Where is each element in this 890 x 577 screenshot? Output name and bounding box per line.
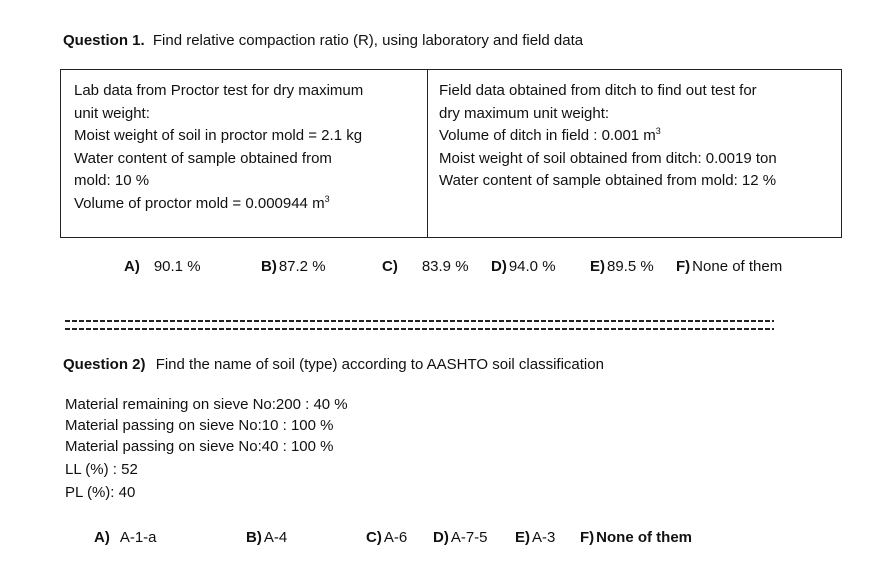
lab-line: Moist weight of soil in proctor mold = 2.1 kg bbox=[74, 127, 363, 144]
q1-option-b[interactable]: B) 87.2 % bbox=[261, 258, 326, 275]
lab-line: Water content of sample obtained from bbox=[74, 149, 332, 167]
q1-option-f[interactable]: F) None of them bbox=[676, 258, 783, 275]
q2-option-e[interactable]: E) A-3 bbox=[515, 529, 556, 546]
q2-option-c[interactable]: C) A-6 bbox=[366, 529, 408, 546]
q2-data-line: Material passing on sieve No:10 : 100 % bbox=[65, 417, 334, 434]
field-line: dry maximum unit weight: bbox=[439, 104, 610, 122]
lab-line: Volume of proctor mold = 0.000944 $m^3$ bbox=[74, 193, 330, 212]
field-line: Volume of ditch in field : 0.001 $m^3$ bbox=[439, 126, 661, 144]
q1-option-e[interactable]: E) 89.5 % bbox=[590, 258, 654, 275]
q2-data-line: PL (%): 40 bbox=[65, 484, 136, 501]
q2-data-line: Material remaining on sieve No:200 : 40 % bbox=[65, 396, 348, 413]
q2-data-line: Material passing on sieve No:40 : 100 % bbox=[65, 438, 334, 455]
q2-option-d[interactable]: D) A-7-5 bbox=[433, 529, 488, 546]
field-line: Water content of sample obtained from mold: 12 % bbox=[439, 172, 777, 189]
data-table bbox=[60, 69, 842, 238]
q2-option-f[interactable]: F) None of them bbox=[580, 529, 693, 546]
lab-line: mold: 10 % bbox=[74, 172, 150, 189]
lab-line: Lab data from Proctor test for dry maximum bbox=[74, 82, 364, 99]
q2-option-a[interactable]: A) A-1-a bbox=[94, 529, 157, 546]
q1-option-d[interactable]: D) 94.0 % bbox=[491, 258, 556, 275]
question-1-label: Question 1. bbox=[63, 32, 145, 49]
q2-data-line: LL (%) : 52 bbox=[65, 461, 138, 478]
lab-data-cell bbox=[74, 80, 363, 215]
field-line: Field data obtained from ditch to find out test for bbox=[439, 82, 757, 99]
question-1-heading bbox=[63, 32, 583, 49]
table-divider bbox=[427, 70, 428, 237]
lab-line: unit weight: bbox=[74, 104, 150, 122]
field-data-cell bbox=[439, 80, 777, 193]
q1-option-c[interactable]: C) 83.9 % bbox=[382, 258, 469, 275]
section-separator bbox=[65, 320, 774, 330]
q2-option-b[interactable]: B) A-4 bbox=[246, 529, 288, 546]
field-line: Moist weight of soil obtained from ditch: 0.0019 ton bbox=[439, 149, 777, 167]
question-2-heading bbox=[63, 356, 604, 373]
q1-option-a[interactable]: A) 90.1 % bbox=[124, 258, 201, 275]
question-1-text: Find relative compaction ratio (R), using laboratory and field data bbox=[152, 32, 584, 49]
question-2-label: Question 2) bbox=[63, 356, 146, 373]
question-2-text: Find the name of soil (type) according to AASHTO soil classification bbox=[155, 356, 604, 373]
